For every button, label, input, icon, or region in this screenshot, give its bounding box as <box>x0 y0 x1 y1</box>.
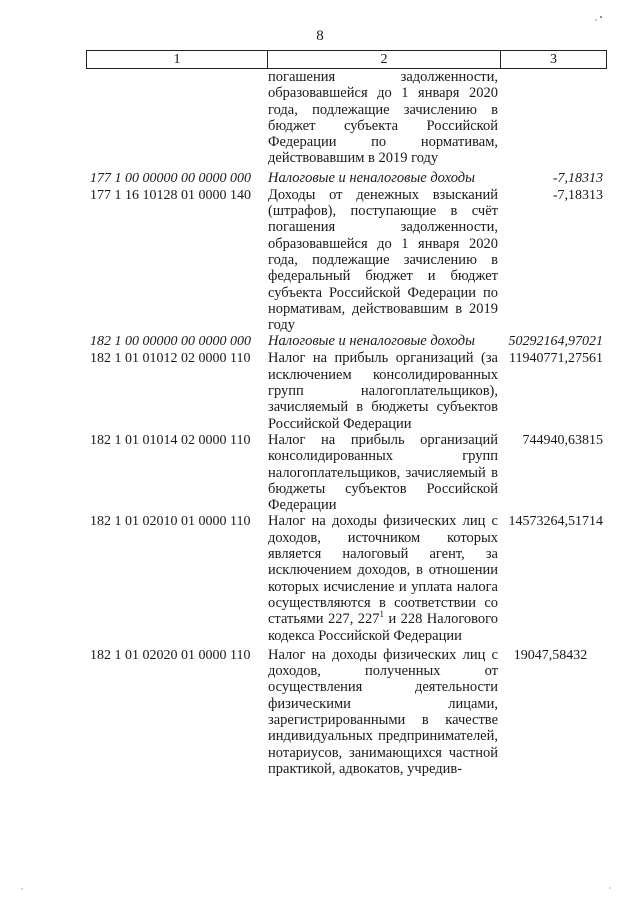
row-name: Налоговые и неналоговые доходы <box>268 169 475 186</box>
row-code: 182 1 01 02010 01 0000 110 <box>90 514 251 530</box>
superscript: 1 <box>379 609 385 620</box>
row-name: Налоговые и неналоговые доходы <box>268 333 475 350</box>
row-amount: 744940,63815 <box>522 432 603 448</box>
table-row <box>86 333 607 350</box>
row-code: 182 1 00 00000 00 0000 000 <box>90 334 251 350</box>
row-name <box>268 513 498 643</box>
row-amount: -7,18313 <box>552 170 603 186</box>
table-row <box>86 432 607 513</box>
row-code: 182 1 01 01012 02 0000 110 <box>90 351 251 367</box>
row-name: погашения задолженности, образовавшейся до 1 января 2020 года, подлежащие зачислению в бюджет субъекта Российской Федерации по нормативам, действовавшим в 2019 году <box>268 69 498 167</box>
row-code: 177 1 00 00000 00 0000 000 <box>90 170 251 186</box>
row-amount: 50292164,97021 <box>508 334 603 350</box>
table-row <box>86 170 607 187</box>
row-amount: -7,18313 <box>552 187 603 203</box>
table-row <box>86 187 607 334</box>
row-amount: 11940771,27561 <box>509 351 603 367</box>
row-name: Налог на прибыль организаций (за исключением консолидированных групп налогоплательщиков), зачисляемый в бюджеты субъектов Российской Федерации <box>268 350 498 432</box>
table-row <box>86 350 607 431</box>
table-row <box>86 69 607 167</box>
row-name: Налог на доходы физических лиц с доходов, полученных от осуществления деятельности физическими лицами, зарегистрированными в качестве индивидуальных предпринимателей, нотариусов, занимающихся частной практикой, адвокатов, учредив- <box>268 646 498 777</box>
row-name-text: Налог на доходы физических лиц с доходов, источником которых является налоговый агент, за исключением доходов, в отношении которых исчисление и уплата налога осуществляются в соответствии со статьями 227, 227 <box>268 513 498 628</box>
row-code: 182 1 01 01014 02 0000 110 <box>90 432 251 448</box>
row-name: Доходы от денежных взысканий (штрафов), поступающие в счёт погашения задолженности, образовавшейся до 1 января 2020 года, подлежащие зачислению в федеральный бюджет и бюджет субъекта Российской Федерации по нормативам, действовавшим в 2019 году <box>268 186 498 334</box>
row-code: 182 1 01 02020 01 0000 110 <box>90 647 251 663</box>
row-code: 177 1 16 10128 01 0000 140 <box>90 187 251 203</box>
row-code <box>86 69 268 70</box>
header-col-2: 2 <box>268 51 501 68</box>
row-amount: 19047,58432 <box>513 647 588 663</box>
row-amount <box>498 69 607 70</box>
table-body <box>86 69 607 777</box>
page-number: 8 <box>316 28 324 44</box>
table-row <box>86 647 607 777</box>
row-name: Налог на прибыль организаций консолидированных групп налогоплательщиков, зачисляемый в бюджеты субъектов Российской Федерации <box>268 431 498 514</box>
row-name-tail: и 228 Налогового кодекса Российской Федерации <box>268 611 498 644</box>
row-amount: 14573264,51714 <box>508 514 603 530</box>
header-col-3: 3 <box>550 52 557 67</box>
table-header <box>86 50 607 69</box>
header-col-1: 1 <box>87 51 268 68</box>
table-row <box>86 513 607 643</box>
